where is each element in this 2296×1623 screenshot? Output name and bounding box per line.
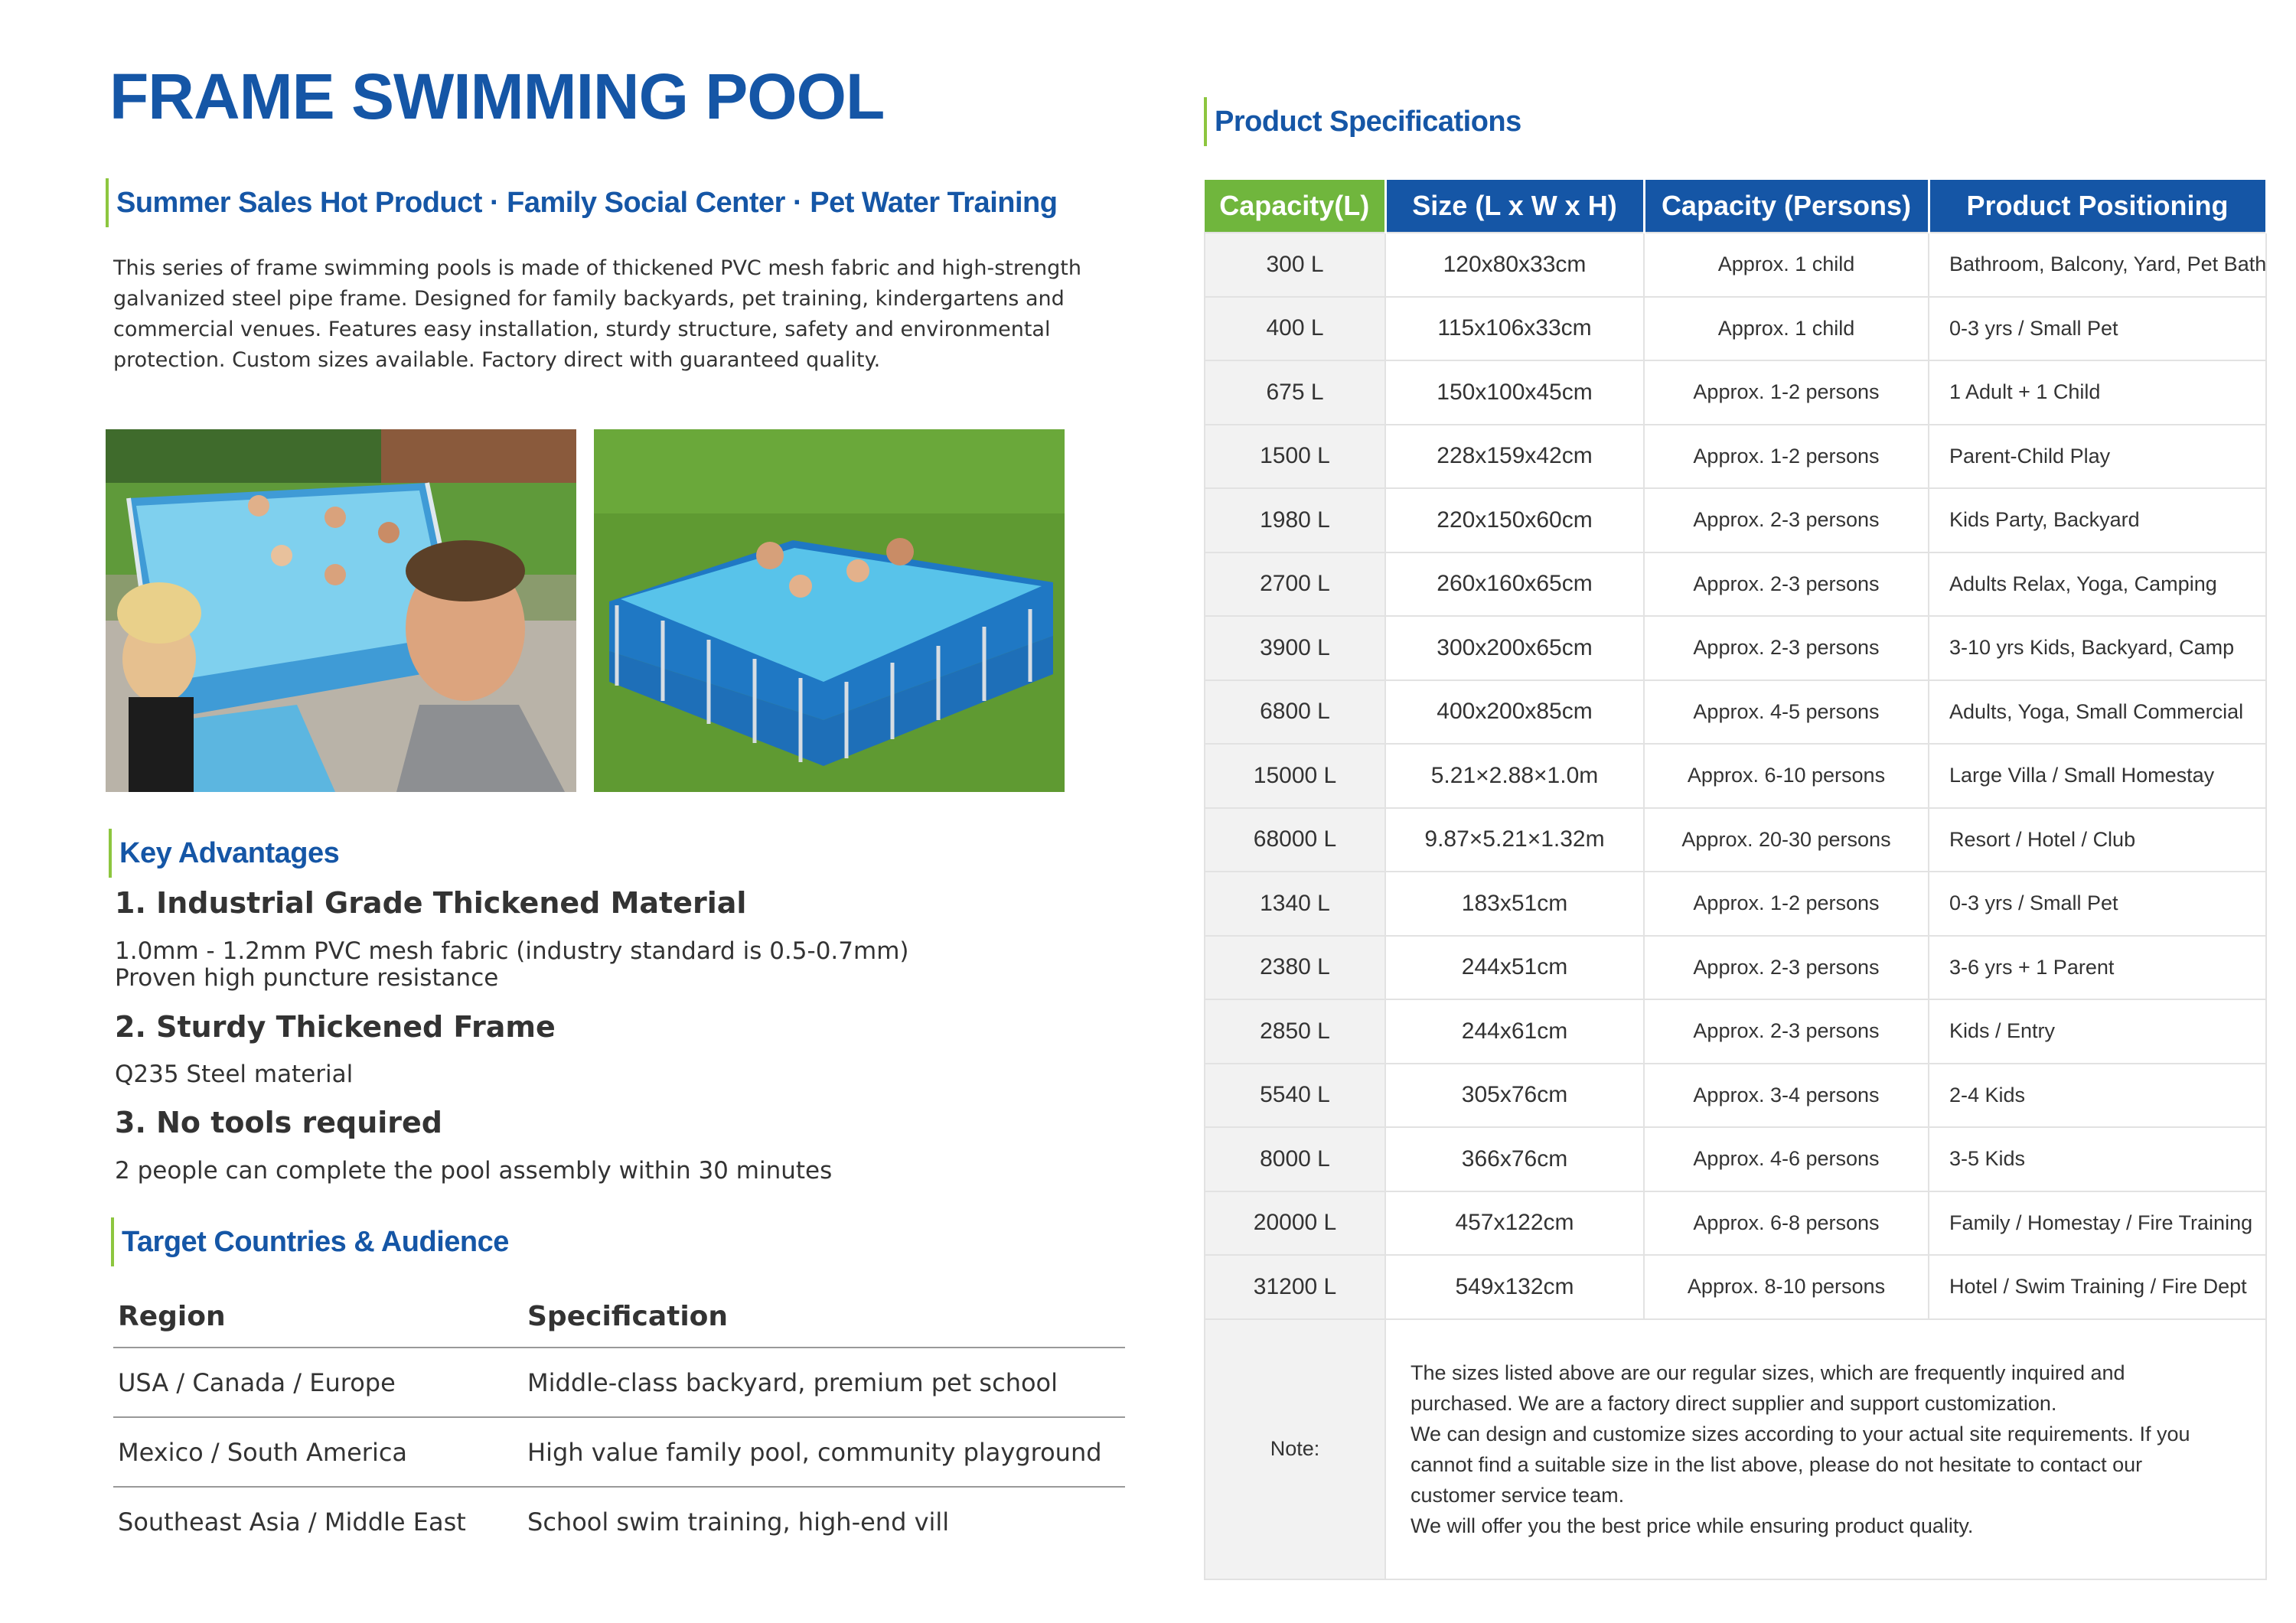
family-pool-on-lawn-photo (594, 429, 1065, 792)
capacity-liters-cell: 1340 L (1205, 872, 1385, 936)
positioning-cell: 3-10 yrs Kids, Backyard, Camp (1929, 616, 2266, 680)
capacity-persons-cell: Approx. 4-6 persons (1644, 1127, 1929, 1191)
specs-table-body (1205, 233, 2266, 1579)
capacity-liters-cell: 20000 L (1205, 1191, 1385, 1256)
table-row (1205, 297, 2266, 361)
table-row (1205, 1127, 2266, 1191)
capacity-liters-cell: 2700 L (1205, 552, 1385, 617)
size-cell: 400x200x85cm (1385, 680, 1644, 745)
positioning-cell: Adults Relax, Yoga, Camping (1929, 552, 2266, 617)
size-cell: 220x150x60cm (1385, 488, 1644, 552)
positioning-cell: 3-5 Kids (1929, 1127, 2266, 1191)
specification-cell: Middle-class backyard, premium pet school (523, 1348, 1125, 1417)
size-cell: 150x100x45cm (1385, 360, 1644, 425)
target-heading: Target Countries & Audience (122, 1225, 509, 1258)
note-line: The sizes listed above are our regular sizes, which are frequently inquired and purchased. We are a factory direct supplier and support customization. (1411, 1361, 2125, 1415)
column-header: Product Positioning (1929, 180, 2266, 233)
table-row (1205, 872, 2266, 936)
size-cell: 457x122cm (1385, 1191, 1644, 1256)
size-cell: 549x132cm (1385, 1255, 1644, 1319)
capacity-liters-cell: 1500 L (1205, 425, 1385, 489)
advantage-title: 2. Sturdy Thickened Frame (115, 1010, 556, 1044)
size-cell: 228x159x42cm (1385, 425, 1644, 489)
capacity-persons-cell: Approx. 1-2 persons (1644, 425, 1929, 489)
positioning-cell: Family / Homestay / Fire Training (1929, 1191, 2266, 1256)
region-cell: Southeast Asia / Middle East (118, 1507, 466, 1537)
positioning-cell: 3-6 yrs + 1 Parent (1929, 936, 2266, 1000)
size-cell: 366x76cm (1385, 1127, 1644, 1191)
advantage-title: 1. Industrial Grade Thickened Material (115, 886, 747, 920)
capacity-persons-cell: Approx. 1-2 persons (1644, 360, 1929, 425)
table-row (1205, 808, 2266, 872)
target-header (111, 1217, 509, 1266)
table-row (1205, 488, 2266, 552)
accent-bar (1204, 97, 1207, 146)
advantage-text: 2 people can complete the pool assembly within 30 minutes (115, 1157, 833, 1185)
table-row (1205, 552, 2266, 617)
capacity-liters-cell: 31200 L (1205, 1255, 1385, 1319)
capacity-liters-cell: 3900 L (1205, 616, 1385, 680)
positioning-cell: Kids / Entry (1929, 999, 2266, 1064)
capacity-persons-cell: Approx. 2-3 persons (1644, 999, 1929, 1064)
advantage-title: 3. No tools required (115, 1106, 443, 1139)
size-cell: 183x51cm (1385, 872, 1644, 936)
note-row (1205, 1319, 2266, 1579)
region-cell: USA / Canada / Europe (113, 1348, 523, 1417)
positioning-cell: 2-4 Kids (1929, 1064, 2266, 1128)
positioning-cell: Bathroom, Balcony, Yard, Pet Bath (1929, 233, 2266, 297)
subtitle-header (106, 178, 1057, 227)
capacity-liters-cell: 675 L (1205, 360, 1385, 425)
positioning-cell: 0-3 yrs / Small Pet (1929, 872, 2266, 936)
capacity-liters-cell: 1980 L (1205, 488, 1385, 552)
table-row (1205, 1064, 2266, 1128)
table-row (1205, 744, 2266, 808)
advantage-text: Proven high puncture resistance (115, 964, 499, 992)
capacity-liters-cell: 15000 L (1205, 744, 1385, 808)
capacity-liters-cell: 5540 L (1205, 1064, 1385, 1128)
note-body (1385, 1319, 2266, 1579)
intro-paragraph: This series of frame swimming pools is made of thickened PVC mesh fabric and high-strength galvanized steel pipe frame. Designed for family backyards, pet training, kindergartens and commercial venues. Features easy installation, sturdy structure, safety and environmental protection. Custom sizes available. Factory direct with guaranteed quality. (113, 256, 1081, 372)
specs-table (1204, 180, 2268, 1580)
positioning-cell: Resort / Hotel / Club (1929, 808, 2266, 872)
table-row (1205, 1255, 2266, 1319)
capacity-liters-cell: 300 L (1205, 233, 1385, 297)
size-cell: 244x51cm (1385, 936, 1644, 1000)
capacity-persons-cell: Approx. 1 child (1644, 233, 1929, 297)
accent-bar (109, 829, 112, 878)
column-header: Capacity(L) (1205, 180, 1385, 233)
key-advantages-header (109, 829, 339, 878)
capacity-persons-cell: Approx. 6-10 persons (1644, 744, 1929, 808)
target-table (113, 1286, 1125, 1556)
table-row (1205, 999, 2266, 1064)
page-title: FRAME SWIMMING POOL (109, 60, 885, 132)
capacity-liters-cell: 400 L (1205, 297, 1385, 361)
table-header-row (1205, 180, 2266, 233)
advantage-text: Q235 Steel material (115, 1061, 354, 1088)
table-row (1205, 616, 2266, 680)
size-cell: 5.21×2.88×1.0m (1385, 744, 1644, 808)
note-line: We will offer you the best price while ensuring product quality. (1411, 1514, 1974, 1537)
size-cell: 305x76cm (1385, 1064, 1644, 1128)
specs-header (1204, 97, 1521, 146)
specification-cell: School swim training, high-end vill (527, 1507, 950, 1537)
positioning-cell: 0-3 yrs / Small Pet (1929, 297, 2266, 361)
table-row (113, 1487, 1125, 1556)
capacity-liters-cell: 68000 L (1205, 808, 1385, 872)
specification-cell: High value family pool, community playground (523, 1417, 1125, 1487)
positioning-cell: Large Villa / Small Homestay (1929, 744, 2266, 808)
size-cell: 120x80x33cm (1385, 233, 1644, 297)
region-cell: Mexico / South America (113, 1417, 523, 1487)
capacity-persons-cell: Approx. 2-3 persons (1644, 936, 1929, 1000)
capacity-persons-cell: Approx. 3-4 persons (1644, 1064, 1929, 1128)
table-header-row (113, 1286, 1125, 1348)
table-row (1205, 233, 2266, 297)
table-row (1205, 1191, 2266, 1256)
note-label: Note: (1205, 1319, 1385, 1579)
capacity-persons-cell: Approx. 2-3 persons (1644, 488, 1929, 552)
subtitle: Summer Sales Hot Product · Family Social Center · Pet Water Training (116, 186, 1058, 219)
capacity-persons-cell: Approx. 4-5 persons (1644, 680, 1929, 745)
table-row (113, 1417, 1125, 1487)
advantage-text: 1.0mm - 1.2mm PVC mesh fabric (industry standard is 0.5-0.7mm) (115, 937, 909, 965)
table-row (1205, 680, 2266, 745)
positioning-cell: Hotel / Swim Training / Fire Dept (1929, 1255, 2266, 1319)
capacity-persons-cell: Approx. 1-2 persons (1644, 872, 1929, 936)
note-line: We can design and customize sizes according to your actual site requirements. If you cannot find a suitable size in the list above, please do not hesitate to contact our customer service team. (1411, 1422, 2190, 1507)
column-header: Capacity (Persons) (1644, 180, 1929, 233)
capacity-persons-cell: Approx. 8-10 persons (1644, 1255, 1929, 1319)
capacity-persons-cell: Approx. 1 child (1644, 297, 1929, 361)
capacity-persons-cell: Approx. 20-30 persons (1644, 808, 1929, 872)
positioning-cell: Kids Party, Backyard (1929, 488, 2266, 552)
table-row (113, 1348, 1125, 1417)
accent-bar (111, 1217, 114, 1266)
specs-heading: Product Specifications (1215, 105, 1521, 138)
table-row (1205, 360, 2266, 425)
key-advantages-heading: Key Advantages (119, 836, 340, 869)
capacity-liters-cell: 8000 L (1205, 1127, 1385, 1191)
table-row (1205, 425, 2266, 489)
column-header: Specification (523, 1286, 1125, 1348)
table-row (1205, 936, 2266, 1000)
capacity-persons-cell: Approx. 6-8 persons (1644, 1191, 1929, 1256)
positioning-cell: 1 Adult + 1 Child (1929, 360, 2266, 425)
capacity-liters-cell: 2380 L (1205, 936, 1385, 1000)
size-cell: 9.87×5.21×1.32m (1385, 808, 1644, 872)
size-cell: 300x200x65cm (1385, 616, 1644, 680)
column-header: Size (L x W x H) (1385, 180, 1644, 233)
size-cell: 115x106x33cm (1385, 297, 1644, 361)
size-cell: 260x160x65cm (1385, 552, 1644, 617)
positioning-cell: Parent-Child Play (1929, 425, 2266, 489)
capacity-persons-cell: Approx. 2-3 persons (1644, 552, 1929, 617)
family-pool-selfie-photo (106, 429, 576, 792)
positioning-cell: Adults, Yoga, Small Commercial (1929, 680, 2266, 745)
column-header: Region (113, 1286, 523, 1348)
size-cell: 244x61cm (1385, 999, 1644, 1064)
capacity-persons-cell: Approx. 2-3 persons (1644, 616, 1929, 680)
accent-bar (106, 178, 109, 227)
capacity-liters-cell: 2850 L (1205, 999, 1385, 1064)
capacity-liters-cell: 6800 L (1205, 680, 1385, 745)
